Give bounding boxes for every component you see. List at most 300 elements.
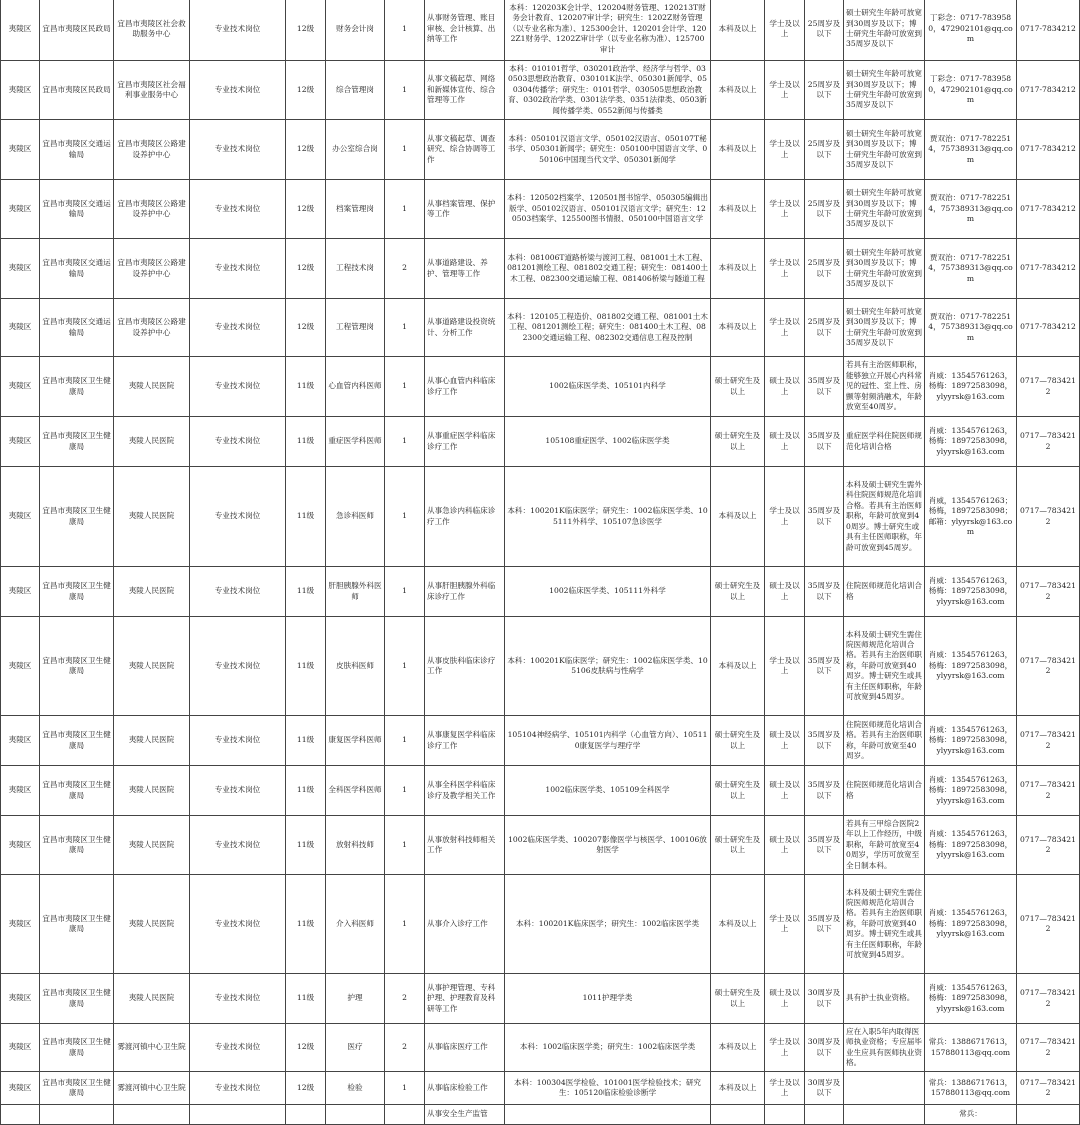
major-cell: 1002临床医学类、105111外科学	[505, 567, 711, 617]
major-cell: 1002临床医学类、105101内科学	[505, 357, 711, 417]
headcount-cell: 1	[385, 467, 425, 567]
headcount-cell: 2	[385, 239, 425, 299]
duty-cell: 从事急诊内科临床诊疗工作	[425, 467, 505, 567]
post-type-cell: 专业技术岗位	[190, 567, 286, 617]
post-type-cell: 专业技术岗位	[190, 120, 286, 180]
headcount-cell: 1	[385, 0, 425, 61]
contact-cell: 贾双治：0717-7822514，757389313@qq.com	[925, 239, 1017, 299]
post-name-cell: 工程技术岗	[326, 239, 385, 299]
contact-cell: 肖威：13545761263，杨梅：18972583098，ylyyrsk@163.com	[925, 417, 1017, 467]
post-type-cell: 专业技术岗位	[190, 0, 286, 61]
unit-cell: 夷陵人民医院	[114, 766, 190, 816]
post-type-cell: 专业技术岗位	[190, 766, 286, 816]
table-row	[1, 299, 1080, 357]
age-cell: 35周岁及以下	[805, 617, 844, 716]
degree-cell: 学士及以上	[765, 299, 805, 357]
contact-cell: 丁彩念：0717-7839580，472902101@qq.com	[925, 61, 1017, 120]
age-cell: 30周岁及以下	[805, 1024, 844, 1072]
post-type-cell: 专业技术岗位	[190, 816, 286, 875]
district-cell: 夷陵区	[1, 974, 40, 1024]
education-cell: 硕士研究生及以上	[711, 974, 765, 1024]
other-requirements-cell: 本科及硕士研究生需住院医师规范化培训合格。若具有主治医师职称，年龄可放宽到40周岁。博士研究生或具有主任医师职称，年龄可放宽到45周岁。	[844, 617, 925, 716]
post-level-cell: 11级	[286, 716, 326, 766]
table-row	[1, 716, 1080, 766]
table-row	[1, 357, 1080, 417]
contact-cell: 肖威：13545761263，杨梅：18972583098，ylyyrsk@163.com	[925, 875, 1017, 974]
degree-cell: 学士及以上	[765, 120, 805, 180]
table-row	[1, 417, 1080, 467]
phone-cell: 0717—7834212	[1017, 417, 1080, 467]
major-cell: 本科：100201K临床医学；研究生：1002临床医学类、105111外科学、105107急诊医学	[505, 467, 711, 567]
post-type-cell: 专业技术岗位	[190, 716, 286, 766]
district-cell: 夷陵区	[1, 0, 40, 61]
contact-cell: 肖威，13545761263；杨梅，18972583098；邮箱：ylyyrsk@163.com	[925, 467, 1017, 567]
authority-cell: 宜昌市夷陵区卫生健康局	[40, 567, 114, 617]
degree-cell: 学士及以上	[765, 617, 805, 716]
contact-cell: 贾双治：0717-7822514，757389313@qq.com	[925, 299, 1017, 357]
headcount-cell: 2	[385, 1024, 425, 1072]
phone-cell: 0717-7834212	[1017, 299, 1080, 357]
duty-cell: 从事重症医学科临床诊疗工作	[425, 417, 505, 467]
post-level-cell: 11级	[286, 467, 326, 567]
authority-cell: 宜昌市夷陵区卫生健康局	[40, 716, 114, 766]
table-row	[1, 816, 1080, 875]
post-name-cell: 医疗	[326, 1024, 385, 1072]
other-requirements-cell: 若具有三甲综合医院2年以上工作经历，中级职称，年龄可放宽至40周岁，学历可放宽至全日制本科。	[844, 816, 925, 875]
headcount-cell: 1	[385, 816, 425, 875]
post-name-cell: 皮肤科医师	[326, 617, 385, 716]
district-cell: 夷陵区	[1, 417, 40, 467]
table-row	[1, 875, 1080, 974]
degree-cell: 学士及以上	[765, 239, 805, 299]
other-requirements-cell: 硕士研究生年龄可放宽到30周岁及以下；博士研究生年龄可放宽到35周岁及以下	[844, 61, 925, 120]
major-cell: 本科：100201K临床医学；研究生：1002临床医学类	[505, 875, 711, 974]
unit-cell: 夷陵人民医院	[114, 357, 190, 417]
district-cell: 夷陵区	[1, 357, 40, 417]
degree-cell: 学士及以上	[765, 61, 805, 120]
unit-cell: 夷陵人民医院	[114, 816, 190, 875]
contact-cell: 常兵：	[925, 1105, 1017, 1125]
major-cell: 1002临床医学类、105109全科医学	[505, 766, 711, 816]
other-requirements-cell	[844, 1072, 925, 1105]
major-cell: 本科：120502档案学、120501图书馆学、050305编辑出版学、050102汉语言、050101汉语言文学；研究生：120503档案学、125500图书情报、050100中国语言文学	[505, 180, 711, 239]
education-cell: 本科及以上	[711, 617, 765, 716]
headcount-cell: 1	[385, 716, 425, 766]
post-name-cell: 办公室综合岗	[326, 120, 385, 180]
headcount-cell: 1	[385, 357, 425, 417]
education-cell: 硕士研究生及以上	[711, 567, 765, 617]
degree-cell: 学士及以上	[765, 1072, 805, 1105]
post-type-cell: 专业技术岗位	[190, 239, 286, 299]
post-level-cell: 11级	[286, 567, 326, 617]
other-requirements-cell: 具有护士执业资格。	[844, 974, 925, 1024]
age-cell: 30周岁及以下	[805, 974, 844, 1024]
unit-cell: 宜昌市夷陵区社会救助服务中心	[114, 0, 190, 61]
duty-cell: 从事档案管理、保护等工作	[425, 180, 505, 239]
post-name-cell: 心血管内科医师	[326, 357, 385, 417]
major-cell: 105104神经病学、105101内科学（心血管方向）、105110康复医学与理疗学	[505, 716, 711, 766]
duty-cell: 从事护理管理、专科护理、护理教育及科研等工作	[425, 974, 505, 1024]
district-cell: 夷陵区	[1, 61, 40, 120]
age-cell: 25周岁及以下	[805, 61, 844, 120]
unit-cell: 夷陵人民医院	[114, 467, 190, 567]
headcount-cell: 1	[385, 120, 425, 180]
contact-cell: 常兵：13886717613，157880113@qq.com	[925, 1024, 1017, 1072]
post-level-cell: 12级	[286, 239, 326, 299]
post-type-cell: 专业技术岗位	[190, 1024, 286, 1072]
other-requirements-cell: 若具有主治医师职称，能够独立开展心内科常见的冠性、室上性、房颤等射频消融术，年龄放宽至40周岁。	[844, 357, 925, 417]
major-cell: 105108重症医学、1002临床医学类	[505, 417, 711, 467]
other-requirements-cell: 硕士研究生年龄可放宽到30周岁及以下；博士研究生年龄可放宽到35周岁及以下	[844, 120, 925, 180]
other-requirements-cell: 硕士研究生年龄可放宽到30周岁及以下；博士研究生年龄可放宽到35周岁及以下	[844, 0, 925, 61]
phone-cell: 0717—7834212	[1017, 467, 1080, 567]
post-name-cell: 护理	[326, 974, 385, 1024]
post-level-cell	[286, 1105, 326, 1125]
major-cell: 本科：120203K会计学、120204财务管理、120213T财务会计教育、120207审计学；研究生：1202Z财务管理（以专业名称为准）、125300会计、120201会计学、1202Z1财务学、1202Z审计学（以专业名称为准）、125700审计	[505, 0, 711, 61]
district-cell: 夷陵区	[1, 239, 40, 299]
age-cell: 35周岁及以下	[805, 766, 844, 816]
degree-cell: 学士及以上	[765, 467, 805, 567]
post-level-cell: 11级	[286, 617, 326, 716]
table-row	[1, 180, 1080, 239]
headcount-cell: 1	[385, 299, 425, 357]
table-row	[1, 1024, 1080, 1072]
degree-cell: 硕士及以上	[765, 816, 805, 875]
duty-cell: 从事康复医学科临床诊疗工作	[425, 716, 505, 766]
unit-cell: 夷陵人民医院	[114, 716, 190, 766]
authority-cell: 宜昌市夷陵区民政局	[40, 0, 114, 61]
table-row	[1, 467, 1080, 567]
unit-cell: 夷陵人民医院	[114, 974, 190, 1024]
district-cell: 夷陵区	[1, 766, 40, 816]
post-name-cell	[326, 1105, 385, 1125]
phone-cell: 0717—7834212	[1017, 1024, 1080, 1072]
post-name-cell: 放射科技师	[326, 816, 385, 875]
contact-cell: 肖威：13545761263，杨梅：18972583098，ylyyrsk@163.com	[925, 766, 1017, 816]
duty-cell: 从事肝胆胰腺外科临床诊疗工作	[425, 567, 505, 617]
post-name-cell: 综合管理岗	[326, 61, 385, 120]
post-name-cell: 财务会计岗	[326, 0, 385, 61]
duty-cell: 从事临床医疗工作	[425, 1024, 505, 1072]
post-level-cell: 11级	[286, 417, 326, 467]
duty-cell: 从事临床检验工作	[425, 1072, 505, 1105]
phone-cell: 0717-7834212	[1017, 0, 1080, 61]
post-type-cell	[190, 1105, 286, 1125]
post-name-cell: 工程管理岗	[326, 299, 385, 357]
authority-cell: 宜昌市夷陵区民政局	[40, 61, 114, 120]
major-cell: 本科：050101汉语言文学、050102汉语言、050107T秘书学、050301新闻学；研究生：050100中国语言文学、050106中国现当代文学、050301新闻学	[505, 120, 711, 180]
post-level-cell: 12级	[286, 61, 326, 120]
education-cell: 本科及以上	[711, 1072, 765, 1105]
degree-cell: 学士及以上	[765, 875, 805, 974]
phone-cell: 0717—7834212	[1017, 357, 1080, 417]
major-cell: 本科：100304医学检验、101001医学检验技术；研究生：105120临床检验诊断学	[505, 1072, 711, 1105]
duty-cell: 从事放射科技师相关工作	[425, 816, 505, 875]
age-cell: 25周岁及以下	[805, 239, 844, 299]
district-cell: 夷陵区	[1, 467, 40, 567]
major-cell: 本科：100201K临床医学；研究生：1002临床医学类、105106皮肤病与性病学	[505, 617, 711, 716]
age-cell: 35周岁及以下	[805, 716, 844, 766]
district-cell: 夷陵区	[1, 299, 40, 357]
education-cell: 本科及以上	[711, 299, 765, 357]
post-type-cell: 专业技术岗位	[190, 974, 286, 1024]
authority-cell: 宜昌市夷陵区卫生健康局	[40, 467, 114, 567]
phone-cell: 0717—7834212	[1017, 716, 1080, 766]
post-level-cell: 11级	[286, 357, 326, 417]
table-row	[1, 0, 1080, 61]
duty-cell: 从事心血管内科临床诊疗工作	[425, 357, 505, 417]
post-level-cell: 12级	[286, 1024, 326, 1072]
contact-cell: 贾双治：0717-7822514，757389313@qq.com	[925, 120, 1017, 180]
headcount-cell: 1	[385, 1072, 425, 1105]
table-row	[1, 1105, 1080, 1125]
age-cell: 35周岁及以下	[805, 816, 844, 875]
other-requirements-cell: 本科及硕士研究生需住院医师规范化培训合格。若具有主治医师职称，年龄可放宽到40周岁。博士研究生或具有主任医师职称，年龄可放宽到45周岁。	[844, 875, 925, 974]
degree-cell: 硕士及以上	[765, 357, 805, 417]
phone-cell: 0717-7834212	[1017, 180, 1080, 239]
post-level-cell: 12级	[286, 180, 326, 239]
age-cell: 25周岁及以下	[805, 180, 844, 239]
other-requirements-cell: 硕士研究生年龄可放宽到30周岁及以下；博士研究生年龄可放宽到35周岁及以下	[844, 299, 925, 357]
duty-cell: 从事皮肤科临床诊疗工作	[425, 617, 505, 716]
unit-cell: 宜昌市夷陵区公路建设养护中心	[114, 120, 190, 180]
authority-cell: 宜昌市夷陵区交通运输局	[40, 120, 114, 180]
age-cell: 35周岁及以下	[805, 567, 844, 617]
district-cell: 夷陵区	[1, 716, 40, 766]
major-cell	[505, 1105, 711, 1125]
phone-cell: 0717—7834212	[1017, 974, 1080, 1024]
authority-cell: 宜昌市夷陵区卫生健康局	[40, 357, 114, 417]
post-level-cell: 12级	[286, 120, 326, 180]
district-cell: 夷陵区	[1, 617, 40, 716]
major-cell: 本科：1002临床医学类；研究生：1002临床医学类	[505, 1024, 711, 1072]
post-level-cell: 12级	[286, 1072, 326, 1105]
post-name-cell: 急诊科医师	[326, 467, 385, 567]
headcount-cell: 1	[385, 875, 425, 974]
contact-cell: 肖威：13545761263，杨梅：18972583098，ylyyrsk@163.com	[925, 567, 1017, 617]
age-cell: 25周岁及以下	[805, 120, 844, 180]
degree-cell	[765, 1105, 805, 1125]
duty-cell: 从事全科医学科临床诊疗及教学相关工作	[425, 766, 505, 816]
contact-cell: 肖威：13545761263，杨梅：18972583098，ylyyrsk@163.com	[925, 357, 1017, 417]
other-requirements-cell	[844, 1105, 925, 1125]
authority-cell: 宜昌市夷陵区交通运输局	[40, 299, 114, 357]
headcount-cell: 1	[385, 61, 425, 120]
authority-cell: 宜昌市夷陵区卫生健康局	[40, 417, 114, 467]
major-cell: 1002临床医学类、100207影像医学与核医学、100106放射医学	[505, 816, 711, 875]
table-body	[1, 0, 1080, 1125]
contact-cell: 肖威：13545761263，杨梅：18972583098，ylyyrsk@163.com	[925, 716, 1017, 766]
post-name-cell: 全科医学科医师	[326, 766, 385, 816]
phone-cell: 0717—7834212	[1017, 875, 1080, 974]
post-level-cell: 12级	[286, 299, 326, 357]
education-cell	[711, 1105, 765, 1125]
unit-cell: 宜昌市夷陵区公路建设养护中心	[114, 299, 190, 357]
contact-cell: 肖威：13545761263，杨梅：18972583098，ylyyrsk@163.com	[925, 816, 1017, 875]
table-row	[1, 61, 1080, 120]
district-cell: 夷陵区	[1, 1072, 40, 1105]
duty-cell: 从事道路建设、养护、管理等工作	[425, 239, 505, 299]
other-requirements-cell: 本科及硕士研究生需外科住院医师规范化培训合格。若具有主治医师职称，年龄可放宽到40周岁。博士研究生或具有主任医师职称，年龄可放宽到45周岁。	[844, 467, 925, 567]
degree-cell: 学士及以上	[765, 1024, 805, 1072]
unit-cell: 宜昌市夷陵区公路建设养护中心	[114, 239, 190, 299]
education-cell: 本科及以上	[711, 61, 765, 120]
post-type-cell: 专业技术岗位	[190, 875, 286, 974]
authority-cell: 宜昌市夷陵区卫生健康局	[40, 816, 114, 875]
contact-cell: 丁彩念：0717-7839580，472902101@qq.com	[925, 0, 1017, 61]
post-type-cell: 专业技术岗位	[190, 467, 286, 567]
phone-cell	[1017, 1105, 1080, 1125]
duty-cell: 从事介入诊疗工作	[425, 875, 505, 974]
other-requirements-cell: 重症医学科住院医师规范化培训合格	[844, 417, 925, 467]
post-name-cell: 检验	[326, 1072, 385, 1105]
education-cell: 本科及以上	[711, 1024, 765, 1072]
post-level-cell: 11级	[286, 816, 326, 875]
duty-cell: 从事财务管理、账目审核、会计核算、出纳等工作	[425, 0, 505, 61]
post-level-cell: 11级	[286, 974, 326, 1024]
authority-cell: 宜昌市夷陵区交通运输局	[40, 180, 114, 239]
unit-cell: 宜昌市夷陵区公路建设养护中心	[114, 180, 190, 239]
duty-cell: 从事文稿起草、调查研究、综合协调等工作	[425, 120, 505, 180]
post-type-cell: 专业技术岗位	[190, 417, 286, 467]
degree-cell: 硕士及以上	[765, 716, 805, 766]
post-type-cell: 专业技术岗位	[190, 61, 286, 120]
authority-cell: 宜昌市夷陵区卫生健康局	[40, 974, 114, 1024]
contact-cell: 贾双治：0717-7822514，757389313@qq.com	[925, 180, 1017, 239]
headcount-cell: 1	[385, 617, 425, 716]
phone-cell: 0717—7834212	[1017, 766, 1080, 816]
post-type-cell: 专业技术岗位	[190, 357, 286, 417]
authority-cell: 宜昌市夷陵区卫生健康局	[40, 617, 114, 716]
other-requirements-cell: 住院医师规范化培训合格。若具有主治医师职称，年龄可放宽至40周岁。	[844, 716, 925, 766]
phone-cell: 0717-7834212	[1017, 239, 1080, 299]
degree-cell: 学士及以上	[765, 0, 805, 61]
major-cell: 1011护理学类	[505, 974, 711, 1024]
table-row	[1, 766, 1080, 816]
district-cell: 夷陵区	[1, 567, 40, 617]
post-type-cell: 专业技术岗位	[190, 180, 286, 239]
other-requirements-cell: 硕士研究生年龄可放宽到30周岁及以下；博士研究生年龄可放宽到35周岁及以下	[844, 239, 925, 299]
district-cell: 夷陵区	[1, 180, 40, 239]
age-cell: 25周岁及以下	[805, 0, 844, 61]
post-level-cell: 11级	[286, 766, 326, 816]
authority-cell: 宜昌市夷陵区卫生健康局	[40, 1072, 114, 1105]
duty-cell: 从事安全生产监管	[425, 1105, 505, 1125]
authority-cell: 宜昌市夷陵区卫生健康局	[40, 875, 114, 974]
education-cell: 本科及以上	[711, 239, 765, 299]
authority-cell	[40, 1105, 114, 1125]
post-name-cell: 介入科医师	[326, 875, 385, 974]
authority-cell: 宜昌市夷陵区卫生健康局	[40, 1024, 114, 1072]
other-requirements-cell: 硕士研究生年龄可放宽到30周岁及以下；博士研究生年龄可放宽到35周岁及以下	[844, 180, 925, 239]
headcount-cell: 1	[385, 567, 425, 617]
age-cell: 35周岁及以下	[805, 467, 844, 567]
duty-cell: 从事道路建设投资统计、分析工作	[425, 299, 505, 357]
unit-cell: 雾渡河镇中心卫生院	[114, 1024, 190, 1072]
unit-cell: 夷陵人民医院	[114, 617, 190, 716]
table-row	[1, 974, 1080, 1024]
post-level-cell: 11级	[286, 875, 326, 974]
post-name-cell: 重症医学科医师	[326, 417, 385, 467]
major-cell: 本科：120105工程造价、081802交通工程、081001土木工程、081201测绘工程；研究生：081400土木工程、082300交通运输工程、082302交通信息工程及控制	[505, 299, 711, 357]
district-cell: 夷陵区	[1, 120, 40, 180]
degree-cell: 硕士及以上	[765, 974, 805, 1024]
education-cell: 硕士研究生及以上	[711, 816, 765, 875]
table-row	[1, 617, 1080, 716]
unit-cell: 宜昌市夷陵区社会福利事业服务中心	[114, 61, 190, 120]
education-cell: 本科及以上	[711, 875, 765, 974]
phone-cell: 0717—7834212	[1017, 1072, 1080, 1105]
degree-cell: 学士及以上	[765, 180, 805, 239]
headcount-cell: 1	[385, 766, 425, 816]
age-cell	[805, 1105, 844, 1125]
district-cell: 夷陵区	[1, 875, 40, 974]
education-cell: 硕士研究生及以上	[711, 716, 765, 766]
contact-cell: 肖威：13545761263，杨梅：18972583098，ylyyrsk@163.com	[925, 617, 1017, 716]
age-cell: 30周岁及以下	[805, 1072, 844, 1105]
table-row	[1, 567, 1080, 617]
unit-cell: 夷陵人民医院	[114, 567, 190, 617]
other-requirements-cell: 住院医师规范化培训合格	[844, 766, 925, 816]
phone-cell: 0717—7834212	[1017, 567, 1080, 617]
age-cell: 35周岁及以下	[805, 357, 844, 417]
post-name-cell: 肝胆胰腺外科医师	[326, 567, 385, 617]
authority-cell: 宜昌市夷陵区卫生健康局	[40, 766, 114, 816]
headcount-cell: 1	[385, 180, 425, 239]
table-row	[1, 120, 1080, 180]
major-cell: 本科：010101哲学、030201政治学、经济学与哲学、030503思想政治教育、030101K法学、050301新闻学、050304传播学；研究生：0101哲学、030505思想政治教育、0302政治学类、0301法学类、0351法律类、0503新闻传播学类、0552新闻与传播类	[505, 61, 711, 120]
post-type-cell: 专业技术岗位	[190, 1072, 286, 1105]
phone-cell: 0717-7834212	[1017, 61, 1080, 120]
authority-cell: 宜昌市夷陵区交通运输局	[40, 239, 114, 299]
age-cell: 25周岁及以下	[805, 299, 844, 357]
headcount-cell: 1	[385, 417, 425, 467]
phone-cell: 0717—7834212	[1017, 617, 1080, 716]
major-cell: 本科：081006T道路桥梁与渡河工程、081001土木工程、081201测绘工程、081802交通工程；研究生：081400土木工程、082300交通运输工程、081406桥梁与隧道工程	[505, 239, 711, 299]
education-cell: 本科及以上	[711, 180, 765, 239]
degree-cell: 硕士及以上	[765, 766, 805, 816]
education-cell: 硕士研究生及以上	[711, 417, 765, 467]
contact-cell: 肖威：13545761263，杨梅：18972583098，ylyyrsk@163.com	[925, 974, 1017, 1024]
contact-cell: 常兵：13886717613，157880113@qq.com	[925, 1072, 1017, 1105]
phone-cell: 0717-7834212	[1017, 120, 1080, 180]
headcount-cell: 2	[385, 974, 425, 1024]
unit-cell: 夷陵人民医院	[114, 417, 190, 467]
district-cell	[1, 1105, 40, 1125]
table-row	[1, 1072, 1080, 1105]
education-cell: 本科及以上	[711, 120, 765, 180]
education-cell: 硕士研究生及以上	[711, 357, 765, 417]
post-level-cell: 12级	[286, 0, 326, 61]
degree-cell: 硕士及以上	[765, 417, 805, 467]
headcount-cell	[385, 1105, 425, 1125]
education-cell: 硕士研究生及以上	[711, 766, 765, 816]
unit-cell	[114, 1105, 190, 1125]
post-type-cell: 专业技术岗位	[190, 617, 286, 716]
post-name-cell: 康复医学科医师	[326, 716, 385, 766]
unit-cell: 夷陵人民医院	[114, 875, 190, 974]
phone-cell: 0717—7834212	[1017, 816, 1080, 875]
other-requirements-cell: 住院医师规范化培训合格	[844, 567, 925, 617]
table-row	[1, 239, 1080, 299]
age-cell: 35周岁及以下	[805, 417, 844, 467]
district-cell: 夷陵区	[1, 816, 40, 875]
post-name-cell: 档案管理岗	[326, 180, 385, 239]
other-requirements-cell: 应在入职5年内取得医师执业资格；专应届毕业生应具有医师执业资格。	[844, 1024, 925, 1072]
education-cell: 本科及以上	[711, 467, 765, 567]
degree-cell: 硕士及以上	[765, 567, 805, 617]
district-cell: 夷陵区	[1, 1024, 40, 1072]
